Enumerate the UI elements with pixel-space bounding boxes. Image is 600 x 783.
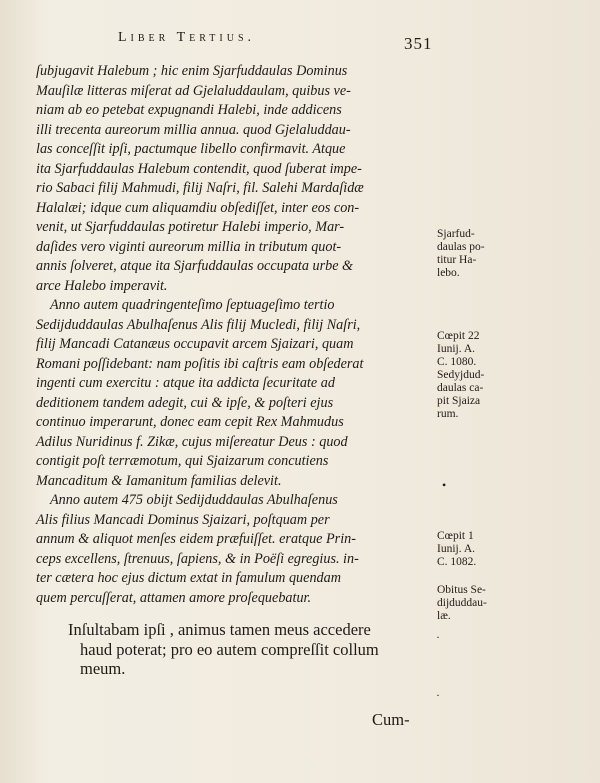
margin-line: Obitus Se-: [437, 584, 486, 596]
text-line: Romani poſſidebant: nam poſitis ibi caſtris eam obſederat: [36, 355, 364, 372]
text-line: illi trecenta aureorum millia annua. quod Gjelaluddau-: [36, 121, 351, 138]
margin-line: C. 1082.: [437, 556, 477, 568]
margin-mark: ·: [436, 630, 440, 644]
text-line: Mancaditum & Iamanitum familias delevit.: [36, 472, 282, 489]
text-line: contigit poſt terræmotum, qui Sjaizarum concutiens: [36, 453, 329, 469]
margin-line: Sedyjdud-: [437, 369, 485, 381]
text-line: Halalæi; idque cum aliquamdiu obſediſſet, inter eos con-: [36, 199, 360, 216]
verse-line: Inſultabam ipſi , animus tamen meus accedere: [68, 620, 371, 639]
text-line: Mauſilæ litteras miſerat ad Gjelaluddaulam, quibus ve-: [36, 82, 351, 99]
text-line: Anno autem quadringenteſimo ſeptuageſimo tertio: [50, 297, 335, 313]
margin-mark: •: [442, 478, 447, 492]
margin-line: rum.: [437, 408, 459, 420]
text-line: filij Mancadi Catanæus occupavit arcem Sjaizari, quam: [36, 336, 354, 352]
text-line: annis ſolveret, atque ita Sjarfuddaulas occupata urbe &: [36, 258, 354, 274]
margin-note-4: [437, 584, 487, 623]
verse-block: [68, 620, 428, 679]
margin-line: dijduddau-: [437, 597, 487, 609]
text-line: las conceſſit ipſi, pactumque libello confirmavit. Atque: [36, 141, 346, 157]
text-line: niam ab eo petebat expugnandi Halebi, inde addicens: [36, 102, 342, 118]
text-line: venit, ut Sjarfuddaulas potiretur Halebi imperio, Mar-: [36, 219, 345, 235]
text-line: continuo imperarunt, donec eam cepit Rex Mahmudus: [36, 414, 344, 430]
margin-line: Iunij. A.: [437, 343, 476, 355]
margin-line: Sjarfud-: [437, 228, 475, 240]
margin-note-1: [437, 228, 485, 280]
text-line: Anno autem 475 obijt Sedijduddaulas Abulhaſenus: [50, 492, 338, 508]
text-line: quem percuſſerat, attamen amore proſequebatur.: [36, 589, 312, 606]
margin-mark: ·: [436, 688, 440, 702]
text-line: arce Halebo imperavit.: [36, 277, 168, 294]
text-line: ceps excellens, ſtrenuus, ſapiens, & in Poëſi egregius. in-: [36, 550, 359, 567]
margin-line: daulas po-: [437, 241, 485, 253]
text-line: deditionem tandem adegit, cui & ipſe, & poſteri ejus: [36, 394, 334, 411]
main-text-block: [36, 62, 434, 608]
text-line: ingenti cum exercitu : atque ita addicta ſecuritate ad: [36, 375, 335, 391]
margin-line: Cœpit 22: [437, 330, 480, 342]
text-line: ter cætera hoc ejus dictum extat in famulum quendam: [36, 570, 341, 586]
running-title: Liber Tertius.: [118, 30, 256, 45]
text-line: annum & aliquot menſes eidem præfuiſſet. eratque Prin-: [36, 531, 356, 547]
margin-line: Iunij. A.: [437, 543, 476, 555]
verse-line: haud poterat; pro eo autem compreſſit collum: [80, 639, 379, 659]
verse-line: meum.: [80, 659, 126, 678]
margin-line: læ.: [437, 610, 451, 622]
margin-line: pit Sjaiza: [437, 395, 481, 407]
margin-line: C. 1080.: [437, 356, 477, 368]
text-line: Alis filius Mancadi Dominus Sjaizari, poſtquam per: [36, 511, 330, 528]
margin-line: Cœpit 1: [437, 530, 474, 542]
margin-note-2: [437, 330, 484, 421]
text-line: rio Sabaci filij Mahmudi, filij Naſri, fil. Salehi Mardaſidæ: [36, 180, 364, 196]
margin-note-3: [437, 530, 476, 569]
text-line: ſubjugavit Halebum ; hic enim Sjarfuddaulas Dominus: [36, 63, 348, 79]
text-line: daſides vero viginti aureorum millia in tributum quot-: [36, 238, 342, 255]
margin-line: lebo.: [437, 267, 460, 279]
text-line: Adilus Nuridinus f. Zikæ, cujus miſereatur Deus : quod: [36, 433, 348, 450]
page-number: 351: [404, 34, 433, 53]
catchword: Cum-: [372, 710, 410, 729]
margin-line: titur Ha-: [437, 254, 477, 266]
text-line: Sedijduddaulas Abulhaſenus Alis filij Mucledi, filij Naſri,: [36, 316, 361, 333]
margin-line: daulas ca-: [437, 382, 484, 394]
text-line: ita Sjarfuddaulas Halebum contendit, quod ſuberat impe-: [36, 160, 362, 177]
